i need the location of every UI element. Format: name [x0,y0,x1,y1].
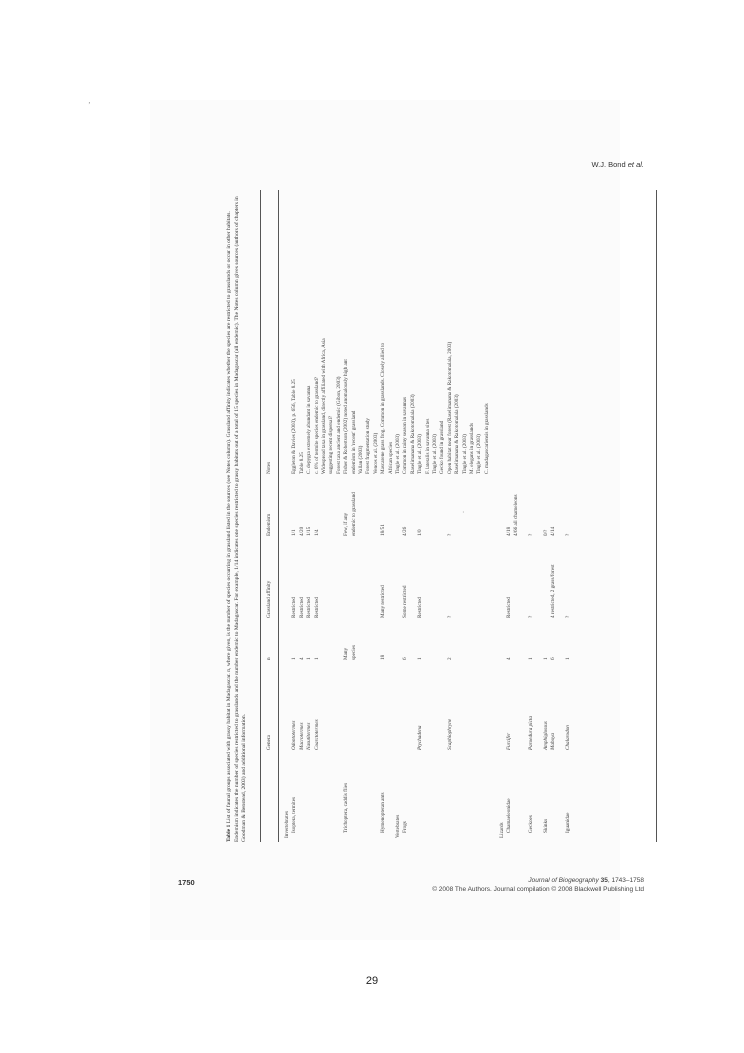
affinity-cell: ? [446,615,453,618]
genus-cell: Mabuya [550,733,557,750]
notes-cell: Gecko found in grassland [439,420,446,474]
rotated-table [226,190,658,842]
group-label: Vertebrates [395,814,401,838]
notes-cell: Mascarene grass frog. Common in grasslands. Closely allied to [380,342,387,474]
n-cell: 4 [298,657,305,660]
n-cell: 18 [380,654,387,660]
endemism-cell: 0/? [543,529,549,536]
notes-cell: c. 6% of termite species endemic to grassland? [313,376,320,474]
endemism-cell: ? [565,533,572,536]
endemism-cell: 4/20 [298,526,305,536]
n-cell: 1 [565,657,572,660]
genus-cell: Paroedura picta [528,716,535,750]
group-label: Skinks [543,818,549,833]
affinity-cell: Some restricted [402,585,409,618]
genus-cell: Nasutitermes [306,722,313,750]
n-cell: 1 [306,657,313,660]
group-label: Invertebrates [284,810,290,838]
table-caption-label: Table 1 [226,824,232,842]
notes-cell: Tingle et al. (2003) [476,434,483,474]
endemism-cell: 4/26 [402,526,409,536]
journal-volume: 35 [600,877,608,884]
affinity-cell: ? [565,615,572,618]
notes-cell: Forest taxa ancient and endemic (Gibon, 2003) [335,376,342,474]
rotated-table-region [226,190,658,842]
n-cell: 4 [506,657,512,660]
n-cell: 1 [291,657,298,660]
table-top-rule [260,190,261,842]
n-cell: 6 [550,657,557,660]
running-head-author: W.J. Bond [591,160,626,169]
notes-cell: Tingle et al. (2003) [417,434,424,474]
endemism-cell: Few, if any [343,512,350,536]
journal-footer [432,876,644,894]
affinity-cell: ? [528,615,535,618]
header-affinity: Grassland affinity [266,580,272,618]
genus-cell: Odontotermes [291,720,298,750]
affinity-cell: Restricted [291,596,298,618]
notes-cell: Forest fragmentation study [365,418,372,474]
affinity-cell: Many restricted [380,585,387,618]
n-cell: species [350,645,357,660]
journal-copyright: © 2008 The Authors. Journal compilation © 2008 Blackwell Publishing Ltd [432,886,644,893]
notes-cell: Vallan (2003) [358,445,364,474]
endemism-cell: 4/14 [550,526,557,536]
header-genera: Genera [266,735,272,750]
running-head [591,160,644,169]
endemism-cell: 1/4 [313,529,320,536]
genus-cell: Chalarodon [565,725,572,750]
affinity-cell: Restricted [306,596,313,618]
notes-cell: C. depygra extremely abundant in savanna [306,385,313,474]
header-endemism: Endemism [266,513,272,536]
notes-cell: C. madagascariensis in grasslands [483,403,490,474]
endemism-cell: ? [528,533,535,536]
notes-cell: suggesting recent dispersal? [328,415,335,474]
endemism-cell: 1/1 [291,529,298,536]
group-label: Iguanidae [565,812,572,833]
notes-cell: Vences et al. (2003) [372,432,379,474]
affinity-cell: 4 restricted, 2 grass/forest [550,564,557,618]
journal-citation [432,876,644,885]
group-label: Geckoes [528,815,535,833]
journal-name: Journal of Biogeography [528,877,599,884]
scan-speck: ‚ [88,96,91,105]
n-cell: 1 [528,657,535,660]
notes-cell: Raselimanana & Rakotomalala (2003) [454,394,461,474]
genus-cell: Macrotermes [298,722,305,750]
endemism-cell: 4/66 all chameleons [513,494,520,536]
affinity-cell: Restricted [506,596,512,618]
notes-cell: Table 8.25 [298,452,305,474]
genus-cell: Scaphiophryne [446,718,453,750]
endemism-cell: ? [446,533,453,536]
genus-cell: Coarctotermes [313,719,320,750]
scan-speck: · [462,508,465,517]
affinity-cell: Restricted [313,596,320,618]
n-cell: 1 [313,657,320,660]
endemism-cell: endemic to grassland [350,492,357,536]
page-number: 29 [365,975,379,987]
notes-cell: Raselimanana & Rakotomalala (2003) [409,394,416,474]
notes-cell: M. elegans in grasslands [469,422,475,474]
group-label: Lizards [498,822,505,838]
n-cell: 2 [446,657,453,660]
journal-pages: , 1743–1758 [607,877,644,884]
endemism-cell: 4/18 [506,526,512,536]
genus-cell: Amphiglossus [543,721,549,750]
running-head-etal: et al. [627,160,644,169]
group-label: Chamaeleonidae [506,798,512,833]
group-label: Frogs [402,821,409,833]
n-cell: 1 [417,657,424,660]
table-header-rule [278,190,279,842]
notes-cell: African species [387,441,394,474]
group-label: Isoptera, termites [291,796,298,833]
table-caption-text: List of faunal groups associated with grassy habitat in Madagascar. n, where given, is the number of species occurring in grassland listed in the sources (see Notes column). Grassland affinity indicates whether the species are restricted to grasslands or occur in other habitats. Endemism indicates the number of species restricted to grasslands and the number endemic to Madagascar. For example, 1/14 indicates one species restricted to grassy habitats out of a total of 15 species in Madagascar (all endemic). The Notes column gives sources (authors of chapters in Goodman & Benstead, 2003) and additional information. [226,196,248,842]
n-cell: 6 [402,657,409,660]
table-bottom-rule [656,190,657,842]
header-notes: Notes [266,461,272,474]
notes-cell: Tingle et al. (2003) [432,434,438,474]
affinity-cell: Restricted [417,596,424,618]
table-caption [226,190,249,842]
notes-cell: Tingle et al. (2003) [461,434,468,474]
notes-cell: F. lateralis in savanna sites [424,418,431,474]
page-folio: 1750 [178,878,195,887]
endemism-cell: 18/51 [380,524,387,536]
notes-cell: endemism in 'recent' grassland [350,410,357,474]
notes-cell: Open habitat near forest (Raselimanana & Rakotomalala, 2003) [446,341,453,474]
header-n: n [266,657,272,660]
notes-cell: Common in rainy season in savannas [402,396,409,474]
genus-cell: Ptychadena [417,725,424,750]
endemism-cell: 1/0 [417,529,424,536]
n-cell: 1 [543,657,549,660]
group-label: Hymenopteran ants [380,792,387,833]
endemism-cell: 1/15 [306,526,313,536]
genus-cell: Furcifer [506,732,512,750]
notes-cell: Widespread taxa in grassland, directly affiliated with Africa, Asia [321,338,327,474]
n-cell: Many [343,647,350,660]
group-label: Trichoptera, caddis flies [343,782,350,833]
notes-cell: Eggleton & Davies (2003), p. 656, Table 8.25 [291,379,298,474]
affinity-cell: Restricted [298,596,305,618]
notes-cell: Tingle et al. (2003) [395,434,401,474]
notes-cell: Fisher & Robertson (2002) noted anomalously high ant [343,359,350,474]
